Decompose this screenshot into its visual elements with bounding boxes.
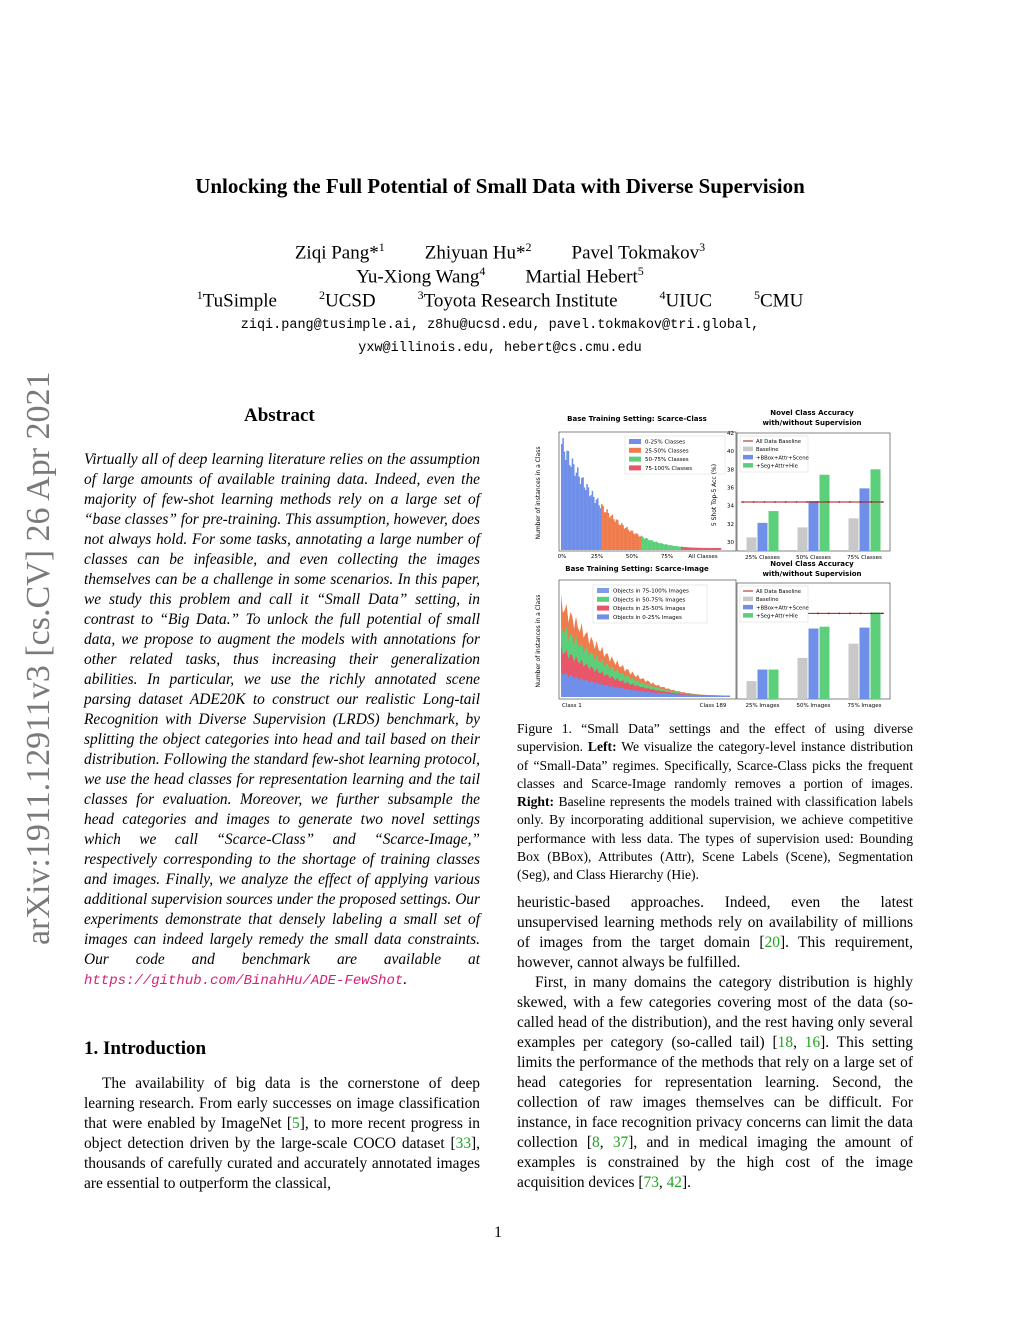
affiliation-mark: 5 — [754, 288, 760, 302]
author-name: Zhiyuan Hu*$^2$ — [424, 240, 532, 264]
legend-label: 0-25% Classes — [645, 439, 686, 446]
class-bar — [624, 529, 626, 550]
x-tick-label: 50% Classes — [796, 555, 831, 561]
citation-link[interactable]: 73 — [643, 1174, 659, 1191]
legend-label: Objects in 25-50% Images — [613, 606, 686, 613]
class-bar — [612, 515, 614, 550]
class-bar — [685, 547, 687, 550]
affiliation: $^3$Toyota Research Institute — [417, 288, 618, 312]
figure-caption — [517, 720, 913, 885]
legend-label: 50-75% Classes — [645, 457, 689, 464]
chart-a-title: Base Training Setting: Scarce-Class — [567, 415, 707, 423]
class-bar — [706, 548, 708, 550]
class-bar — [629, 532, 631, 550]
class-bar — [626, 527, 628, 550]
class-bar — [632, 531, 634, 550]
class-bar — [581, 478, 583, 550]
intro-paragraph: The availability of big data is the cornerstone of deep learning research. From early successes on image classification that were enabled by ImageNet [5], to more recent progress in object detection driven by the large-scale COCO dataset [33], thousands of carefully curated and accurately annotated images are essential to outperform the classical, — [84, 1075, 481, 1192]
class-bar — [642, 537, 644, 550]
class-bar — [614, 522, 616, 550]
bar-segattrhie — [871, 469, 881, 551]
class-bar — [697, 548, 699, 550]
affiliation: $^2$UCSD — [318, 288, 376, 312]
class-bar — [609, 518, 611, 550]
page-number: 1 — [494, 1224, 502, 1241]
author-affiliation-mark: 3 — [699, 240, 706, 254]
class-bar — [574, 476, 576, 550]
class-bar — [710, 548, 712, 550]
class-bar — [672, 546, 674, 550]
y-tick-label: 38 — [727, 467, 734, 474]
baseline-marker — [860, 501, 862, 503]
x-tick-label: 0% — [557, 554, 567, 560]
class-bar — [600, 508, 602, 550]
x-tick-label: 25% — [590, 554, 604, 560]
y-tick-label: 34 — [727, 503, 734, 510]
class-bar — [713, 548, 715, 550]
class-bar — [669, 545, 671, 550]
affiliation: $^1$TuSimple — [196, 288, 277, 312]
class-bar — [648, 540, 650, 550]
class-bar — [684, 547, 686, 550]
class-bar — [689, 547, 691, 550]
legend-swatch — [743, 613, 753, 618]
class-bar — [688, 547, 690, 550]
class-bar — [564, 452, 566, 550]
class-bar — [720, 548, 722, 550]
class-bar — [625, 528, 627, 550]
chart-b-ylabel: 5 Shot Top-5 Acc (%) — [711, 463, 718, 527]
bar-segattrhie — [769, 670, 779, 699]
baseline-marker — [870, 501, 872, 503]
x-tick-label: 75% Images — [847, 703, 882, 709]
authors-line-1 — [0, 240, 1000, 264]
class-bar — [716, 548, 718, 550]
class-bar — [694, 548, 696, 550]
legend-swatch — [743, 455, 753, 460]
class-bar — [582, 477, 584, 550]
chart-c-title: Base Training Setting: Scarce-Image — [565, 565, 709, 573]
baseline-marker — [806, 501, 808, 503]
legend-swatch — [629, 448, 641, 453]
legend-swatch — [597, 597, 609, 602]
class-bar — [641, 536, 643, 550]
class-bar — [657, 542, 659, 550]
affiliation: $^4$UIUC — [659, 288, 712, 312]
author-affiliation-mark: 1 — [378, 240, 385, 254]
baseline-marker — [817, 501, 819, 503]
class-bar — [589, 496, 591, 550]
y-tick-label: 30 — [727, 539, 734, 546]
class-bar — [705, 548, 707, 550]
caption-part-1: “Small Data” settings and the effect of using diverse supervision. — [517, 721, 913, 755]
affiliations — [0, 288, 1000, 312]
bar-baseline — [747, 681, 757, 699]
class-bar — [620, 525, 622, 550]
x-tick-label: 50% — [625, 554, 639, 560]
class-bar — [585, 490, 587, 550]
class-bar — [660, 543, 662, 550]
paragraph: heuristic-based approaches. Indeed, even the latest unsupervised learning methods rely on availability of millions of images from the target domain [20]. This requirement, however, cannot always be fulfilled. — [517, 894, 913, 971]
class-bar — [638, 536, 640, 550]
author-affiliation-mark: 2 — [525, 240, 532, 254]
author-affiliation-mark: 5 — [637, 264, 644, 278]
class-bar — [714, 548, 716, 550]
bar-bboxattrscene — [809, 501, 819, 551]
legend-swatch — [743, 463, 753, 468]
class-bar — [586, 484, 588, 550]
class-bar — [709, 548, 711, 550]
paper-title: Unlocking the Full Potential of Small Data with Diverse Supervision — [195, 174, 805, 198]
class-bar — [708, 548, 710, 550]
class-bar — [613, 519, 615, 550]
class-bar — [658, 543, 660, 550]
abstract-text: Virtually all of deep learning literature relies on the assumption of large amounts of available training data. Indeed, even the majority of few-shot learning methods rely on a large set of “base classes” for pre-training. This assumption, however, does not always hold. For some tasks, annotating a large number of classes can be infeasible, and even collecting the images themselves can be a challenge in some scenarios. In this paper, we study this problem and call it “Small Data” setting, in contrast to “Big Data.” To unlock the full potential of small data, we propose to augment the models with annotations for other related tasks, thus increasing their generalization abilities. In particular, we use the richly annotated scene parsing dataset ADE20K to construct our realistic Long-tail Recognition with Diverse Supervision (LRDS) benchmark, by splitting the object categories into head and tail based on their distribution. Following the standard few-shot learning protocol, we use the head classes for representation learning and the tail classes for evaluation. Moreover, we further subsample the head categories and images to generate two novel settings which we call “Scarce-Class” and “Scarce-Image,” respectively corresponding to the shortage of training classes and images. Finally, we analyze the effect of applying various additional supervision sources under the proposed settings. Our experiments demonstrate that densely labeling a small set of images can indeed largely remedy the small data constraints. Our code and benchmark are available at https://github.com/BinahHu/ADE-FewShot. — [84, 451, 480, 989]
baseline-marker — [838, 612, 840, 614]
class-bar — [650, 540, 652, 550]
bar-segattrhie — [769, 511, 779, 551]
legend-label: +BBox+Attr+Scene — [756, 455, 809, 462]
class-bar — [674, 546, 676, 550]
baseline-marker — [753, 501, 755, 503]
chart-a-legend — [625, 436, 725, 474]
baseline-marker — [817, 612, 819, 614]
x-tick-label: 75% Classes — [847, 555, 882, 561]
class-bar — [644, 539, 646, 550]
class-bar — [630, 531, 632, 551]
class-bar — [666, 544, 668, 550]
class-bar — [568, 451, 570, 550]
y-tick-label: 32 — [727, 521, 734, 528]
legend-label: Objects in 75-100% Images — [613, 588, 689, 595]
legend-label: +Seg+Attr+Hie — [756, 463, 798, 470]
legend-swatch — [629, 457, 641, 462]
class-bar — [628, 530, 630, 550]
bar-bboxattrscene — [758, 523, 768, 551]
class-bar — [601, 504, 603, 550]
chart-d-bars — [740, 586, 884, 709]
class-bar — [565, 460, 567, 550]
chart-d-title-2: with/without Supervision — [762, 570, 862, 578]
class-bar — [608, 513, 610, 550]
abstract-body: Virtually all of deep learning literature relies on the assumption of large amounts of available training data. Indeed, even the majority of few-shot learning methods rely on a large set of “base classes” for pre-training. This assumption, however, does not always hold. For some tasks, annotating a large number of classes can be infeasible, and even collecting the images themselves can be a challenge in some scenarios. In this paper, we study this problem and call it “Small Data” setting, in contrast to “Big Data.” To unlock the full potential of small data, we propose to augment the models with annotations for other related tasks, thus increasing their generalization abilities. In particular, we use the richly annotated scene parsing dataset ADE20K to construct our realistic Long-tail Recognition with Diverse Supervision (LRDS) benchmark, by splitting the object categories into head and tail based on their distribution. Following the standard few-shot learning protocol, we use the head classes for representation learning and the tail classes for evaluation. Moreover, we further subsample the head categories and images to generate two novel settings which we call “Scarce-Class” and “Scarce-Image,” respectively corresponding to the shortage of training classes and images. Finally, we analyze the effect of applying various additional supervision sources under the proposed settings. Our experiments demonstrate that densely labeling a small set of images can indeed largely remedy the small data constraints. Our code and benchmark are available at — [84, 451, 480, 968]
x-tick-label: 50% Images — [796, 703, 831, 709]
affiliation: $^5$CMU — [754, 288, 804, 312]
class-bar — [569, 465, 571, 550]
class-bar — [570, 467, 572, 550]
bar-bboxattrscene — [758, 670, 768, 699]
class-bar — [640, 536, 642, 550]
class-bar — [700, 548, 702, 550]
class-bar — [677, 546, 679, 550]
class-bar — [693, 548, 695, 550]
arxiv-stamp: arXiv:1911.12911v3 [cs.CV] 26 Apr 2021 — [20, 371, 57, 945]
baseline-marker — [785, 501, 787, 503]
affiliation-mark: 2 — [318, 288, 325, 302]
y-tick-label: 40 — [727, 449, 734, 456]
class-bar — [681, 547, 683, 550]
x-tick-label: 75% — [660, 554, 674, 560]
class-bar — [646, 538, 648, 550]
class-bar — [610, 516, 612, 550]
baseline-marker — [796, 501, 798, 503]
legend-label: Baseline — [756, 597, 779, 604]
bar-bboxattrscene — [860, 488, 870, 551]
legend-swatch — [597, 614, 609, 619]
x-tick-label: 25% Classes — [745, 555, 780, 561]
class-bar — [656, 542, 658, 550]
legend-label: Objects in 0-25% Images — [613, 614, 682, 621]
class-bar — [690, 547, 692, 550]
citation-link[interactable]: 18 — [777, 1034, 794, 1051]
x-tick-label: 25% Images — [745, 703, 780, 709]
legend-label: +Seg+Attr+Hie — [756, 613, 798, 620]
bar-baseline — [747, 537, 757, 551]
x-tick-label: All Classes — [688, 554, 718, 560]
class-bar — [696, 548, 698, 550]
chart-d-title-1: Novel Class Accuracy — [770, 560, 854, 568]
class-bar — [606, 509, 608, 550]
class-bar — [594, 503, 596, 550]
class-bar — [676, 546, 678, 550]
bar-bboxattrscene — [860, 628, 870, 699]
paragraph: First, in many domains the category distribution is highly skewed, with a few categories covering most of the data (so-called head of the distribution), and the rest having only several examples per category (so-called tail) [18, 16]. This setting limits the performance of the methods that rely on a large set of head categories for representation learning. Second, the collection of raw images themselves can be difficult. For instance, in face recognition privacy concerns can limit the data collection [8, 37], and in medical imaging the amount of examples is constrained by the high cost of the image acquisition devices [73, 42]. — [517, 974, 913, 1191]
chart-c-ylabel: Number of instances in a Class — [535, 594, 542, 688]
legend-swatch — [597, 588, 609, 593]
caption-right-label: Right: — [517, 794, 555, 810]
citation-link[interactable]: 16 — [804, 1034, 821, 1051]
citation-link[interactable]: 5 — [292, 1115, 300, 1132]
chart-b-title-1: Novel Class Accuracy — [770, 409, 854, 417]
legend-label: +BBox+Attr+Scene — [756, 605, 809, 612]
y-tick-label: 42 — [727, 431, 734, 437]
bar-segattrhie — [871, 612, 881, 699]
baseline-marker — [881, 501, 883, 503]
affiliation-list — [176, 288, 825, 312]
class-bar — [596, 500, 598, 550]
citation-link[interactable]: 33 — [455, 1135, 472, 1152]
class-bar — [668, 545, 670, 550]
affiliation-mark: 1 — [196, 288, 203, 302]
baseline-marker — [742, 501, 744, 503]
class-bar — [670, 545, 672, 550]
class-bar — [678, 547, 680, 550]
author-list — [336, 264, 664, 288]
class-bar — [665, 544, 667, 550]
right-column-text — [517, 893, 913, 1193]
baseline-marker — [774, 501, 776, 503]
author-affiliation-mark: 4 — [479, 264, 486, 278]
class-bar — [617, 520, 619, 550]
chart-b-title-2: with/without Supervision — [762, 419, 862, 427]
legend-swatch — [743, 447, 753, 452]
baseline-marker — [849, 612, 851, 614]
legend-swatch — [743, 605, 753, 610]
class-bar — [602, 506, 604, 550]
bar-baseline — [798, 527, 808, 551]
legend-label: Baseline — [756, 447, 779, 454]
baseline-marker — [849, 501, 851, 503]
class-bar — [593, 497, 595, 550]
class-bar — [621, 523, 623, 550]
legend-swatch — [597, 606, 609, 611]
code-link[interactable]: https://github.com/BinahHu/ADE-FewShot — [84, 973, 404, 989]
x-tick-label: Class 189 — [699, 703, 727, 709]
chart-c-legend — [593, 585, 707, 623]
class-bar — [577, 467, 579, 550]
legend-label: All Data Baseline — [756, 589, 802, 595]
class-bar — [604, 512, 606, 550]
class-bar — [590, 495, 592, 550]
caption-part-3: Baseline represents the models trained with classification labels only. By incorporating additional supervision, we achieve competitive performance with less data. The types of supervision used: Bounding Box (BBox), Attributes (Attr), Scene Labels (Scene), Segmentation (Seg), and Class Hierarchy (Hie). — [517, 794, 913, 883]
legend-label: All Data Baseline — [756, 439, 802, 445]
class-bar — [580, 484, 582, 550]
class-bar — [680, 547, 682, 550]
class-bar — [645, 538, 647, 550]
class-bar — [682, 547, 684, 550]
class-bar — [662, 544, 664, 550]
author-name: Martial Hebert$^5$ — [525, 264, 644, 288]
class-bar — [588, 487, 590, 550]
emails-line-1[interactable]: ziqi.pang@tusimple.ai, z8hu@ucsd.edu, pavel.tokmakov@tri.global, — [240, 318, 760, 333]
baseline-marker — [828, 501, 830, 503]
class-bar — [649, 540, 651, 550]
chart-a-ylabel: Number of instances in a Class — [535, 446, 542, 540]
class-bar — [562, 438, 564, 550]
caption-left-label: Left: — [587, 739, 617, 755]
bar-bboxattrscene — [809, 629, 819, 699]
class-bar — [704, 548, 706, 550]
baseline-marker — [870, 612, 872, 614]
class-bar — [698, 548, 700, 550]
affiliation-mark: 4 — [659, 288, 666, 302]
class-bar — [661, 543, 663, 550]
legend-swatch — [743, 597, 753, 602]
class-bar — [718, 548, 720, 550]
class-bar — [622, 525, 624, 550]
class-bar — [686, 547, 688, 550]
class-bar — [634, 534, 636, 550]
bar-baseline — [849, 644, 859, 699]
citation-link[interactable]: 42 — [666, 1174, 682, 1191]
baseline-marker — [860, 612, 862, 614]
baseline-marker — [763, 501, 765, 503]
class-bar — [566, 451, 568, 550]
emails-line-2[interactable]: yxw@illinois.edu, hebert@cs.cmu.edu — [358, 341, 642, 356]
class-bar — [605, 512, 607, 550]
bar-baseline — [849, 518, 859, 551]
class-bar — [597, 498, 599, 550]
baseline-marker — [881, 612, 883, 614]
section-heading-introduction: 1. Introduction — [84, 1038, 207, 1059]
author-name: Ziqi Pang*$^1$ — [294, 240, 385, 264]
class-bar — [653, 542, 655, 550]
class-bar — [702, 548, 704, 550]
citation-link[interactable]: 20 — [764, 934, 780, 951]
class-bar — [576, 473, 578, 550]
author-name: Yu-Xiong Wang$^4$ — [356, 264, 486, 288]
caption-part-2: We visualize the category-level instance distribution of “Small-Data” regimes. Specifically, Scarce-Class picks the frequent classes and Scarce-Image randomly removes a portion of images. — [517, 739, 914, 791]
class-bar — [598, 505, 600, 550]
figure-1 — [517, 405, 913, 715]
y-tick-label: 36 — [727, 485, 734, 492]
chart-b-bars — [727, 431, 884, 561]
legend-label: Objects in 50-75% Images — [613, 597, 686, 604]
bar-segattrhie — [820, 627, 830, 699]
legend-swatch — [629, 465, 641, 470]
class-bar — [652, 540, 654, 550]
class-bar — [701, 548, 703, 550]
class-bar — [717, 548, 719, 550]
class-bar — [572, 458, 574, 550]
class-bar — [616, 519, 618, 550]
baseline-marker — [828, 612, 830, 614]
class-bar — [578, 477, 580, 550]
class-bar — [712, 548, 714, 550]
citation-link[interactable]: 8 — [592, 1134, 600, 1151]
class-bar — [637, 534, 639, 550]
class-bar — [592, 491, 594, 550]
legend-label: 75-100% Classes — [645, 465, 693, 472]
bar-segattrhie — [820, 475, 830, 551]
chart-a-xticks — [558, 554, 718, 560]
class-bar — [692, 548, 694, 550]
class-bar — [584, 487, 586, 550]
class-bar — [664, 544, 666, 550]
author-name: Pavel Tokmakov$^3$ — [571, 240, 706, 264]
caption-label: Figure 1. — [517, 721, 572, 736]
legend-swatch — [629, 439, 641, 444]
affiliation-mark: 3 — [417, 288, 424, 302]
baseline-marker — [838, 501, 840, 503]
class-bar — [561, 444, 563, 550]
class-bar — [654, 542, 656, 550]
class-bar — [618, 525, 620, 551]
class-bar — [673, 546, 675, 550]
authors-line-2 — [0, 264, 1000, 288]
citation-link[interactable]: 37 — [612, 1134, 629, 1151]
x-tick-label: Class 1 — [562, 703, 582, 709]
abstract-heading: Abstract — [244, 405, 315, 426]
bar-baseline — [798, 658, 808, 699]
class-bar — [636, 533, 638, 550]
author-list — [275, 240, 725, 264]
legend-label: 25-50% Classes — [645, 448, 689, 455]
class-bar — [573, 464, 575, 550]
class-bar — [633, 534, 635, 550]
